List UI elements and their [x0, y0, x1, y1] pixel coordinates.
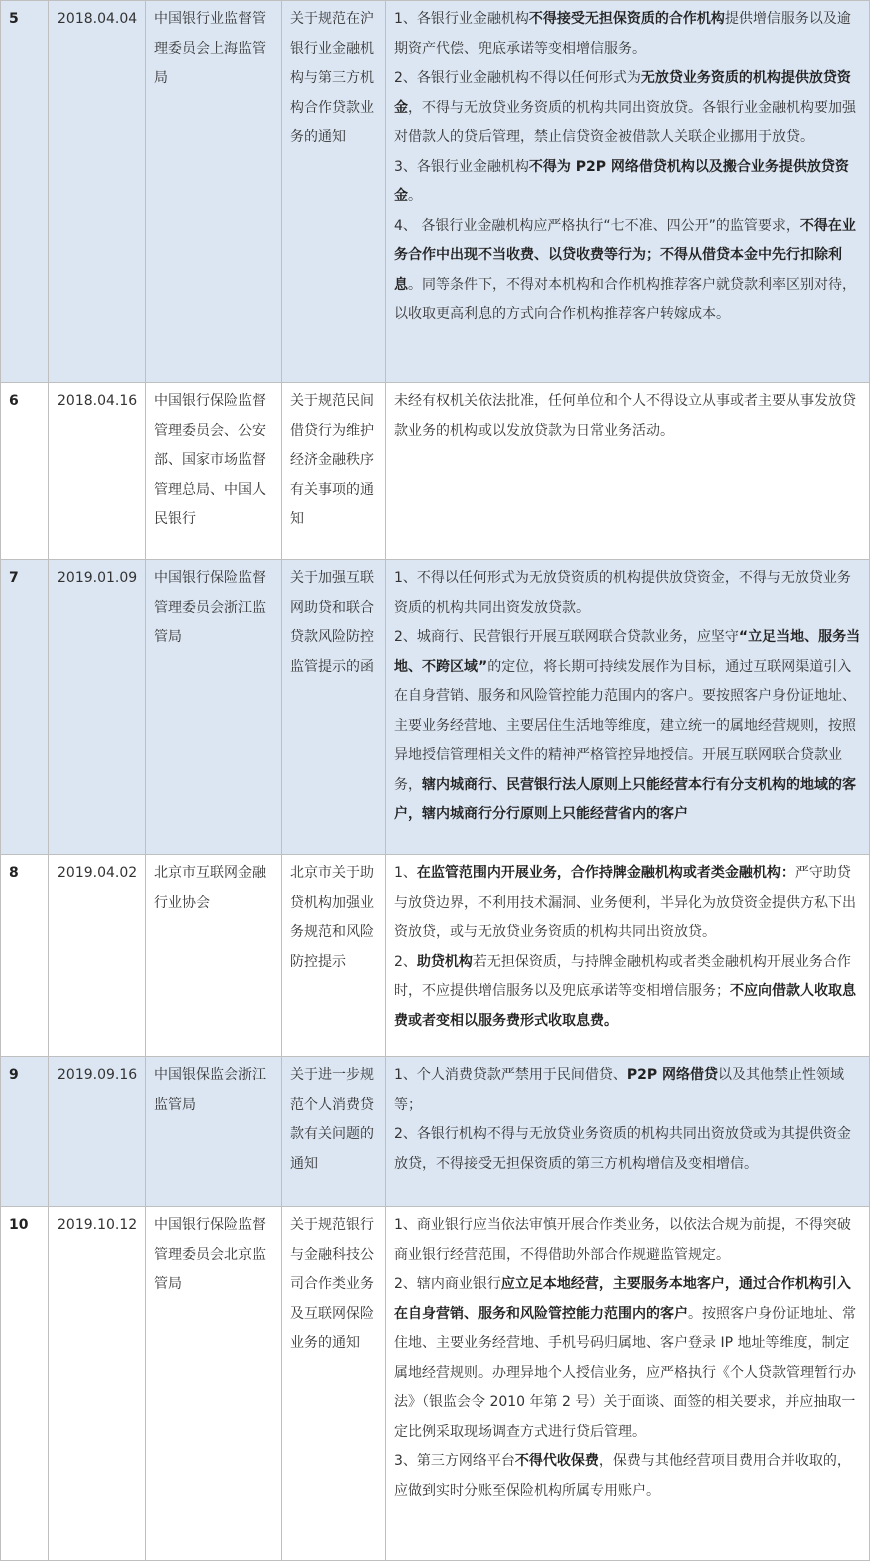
- regulation-content: [386, 560, 870, 855]
- content-paragraph: [394, 1061, 862, 1120]
- body-text: 若无担保资质，与持牌金融机构或者类金融机构开展业务合作时，不应提供增信服务以及兜底承诺等变相增信服务；: [394, 953, 851, 999]
- emphasis-text: 不得为 P2P 网络借贷机构以及搬合业务提供放贷资金: [394, 158, 849, 204]
- table-row: [1, 1207, 870, 1561]
- content-paragraph: [394, 1120, 862, 1179]
- body-text: 1、各银行业金融机构: [394, 11, 529, 27]
- emphasis-text: “立足当地、服务当地、不跨区域”: [394, 629, 861, 675]
- issue-date: 2019.10.12: [49, 1207, 146, 1561]
- body-text: 1、个人消费贷款严禁用于民间借贷、: [394, 1067, 627, 1083]
- row-number: 8: [1, 855, 49, 1057]
- body-text: 的定位，将长期可持续发展作为目标，通过互联网渠道引入在自身营销、服务和风险管控能力范围内的客户。要按照客户身份证地址、主要业务经营地、主要居住生活地等维度，建立统一的属地经营规则，按照异地授信管理相关文件的精神严格管控异地授信。开展互联网联合贷款业务，: [394, 658, 856, 793]
- body-text: 以及其他禁止性领域等；: [394, 1067, 845, 1113]
- regulation-content: [386, 383, 870, 560]
- body-text: 未经有权机关依法批准，任何单位和个人不得设立从事或者主要从事发放贷款业务的机构或以发放贷款为日常业务活动。: [394, 393, 856, 439]
- body-text: ，保费与其他经营项目费用合并收取的，应做到实时分账至保险机构所属专用账户。: [394, 1453, 851, 1499]
- emphasis-text: 不得接受无担保资质的合作机构: [528, 11, 725, 27]
- document-title: 关于规范民间借贷行为维护经济金融秩序有关事项的通知: [282, 383, 386, 560]
- issue-date: 2018.04.16: [49, 383, 146, 560]
- document-title: 关于进一步规范个人消费贷款有关问题的通知: [282, 1057, 386, 1207]
- table-row: [1, 855, 870, 1057]
- body-text: 提供增信服务以及逾期资产代偿、兜底承诺等变相增信服务。: [394, 11, 851, 57]
- body-text: 。: [408, 188, 422, 204]
- body-text: 。同等条件下，不得对本机构和合作机构推荐客户就贷款利率区别对待，以收取更高利息的方式向合作机构推荐客户转嫁成本。: [394, 276, 856, 322]
- row-number: 10: [1, 1207, 49, 1561]
- body-text: 1、商业银行应当依法审慎开展合作类业务，以依法合规为前提，不得突破商业银行经营范围，不得借助外部合作规避监管规定。: [394, 1217, 851, 1263]
- issue-date: 2019.09.16: [49, 1057, 146, 1207]
- issue-date: 2019.04.02: [49, 855, 146, 1057]
- body-text: 2、辖内商业银行: [394, 1276, 501, 1292]
- body-text: 2、: [394, 953, 417, 970]
- body-text: 1、: [394, 865, 417, 881]
- content-paragraph: [394, 1211, 862, 1270]
- content-paragraph: [394, 948, 862, 1037]
- table-row: [1, 1057, 870, 1207]
- body-text: 。按照客户身份证地址、常住地、主要业务经营地、手机号码归属地、客户登录 IP 地址等维度，制定属地经营规则。办理异地个人授信业务，应严格执行《个人贷款管理暂行办法》（银监会令 2010 年第 2 号）关于面谈、面签的相关要求，并应抽取一定比例采取现场调查方式进行贷后管理。: [394, 1305, 856, 1440]
- table-row: [1, 1, 870, 383]
- row-number: 6: [1, 383, 49, 560]
- content-paragraph: [394, 64, 862, 153]
- body-text: 1、不得以任何形式为无放贷资质的机构提供放贷资金，不得与无放贷业务资质的机构共同出资发放贷款。: [394, 570, 851, 616]
- content-paragraph: [394, 212, 862, 330]
- issuing-agency: 中国银行保险监督管理委员会、公安部、国家市场监督管理总局、中国人民银行: [146, 383, 282, 560]
- emphasis-text: 辖内城商行、民营银行法人原则上只能经营本行有分支机构的地域的客户，辖内城商行分行原则上只能经营省内的客户: [394, 776, 856, 822]
- emphasis-text: P2P 网络借贷: [626, 1067, 719, 1083]
- document-title: 关于加强互联网助贷和联合贷款风险防控监管提示的函: [282, 560, 386, 855]
- body-text: 严守助贷与放贷边界，不利用技术漏洞、业务便利，半异化为放贷资金提供方私下出资放贷，或与无放贷业务资质的机构共同出资放贷。: [394, 865, 856, 940]
- regulation-content: [386, 1207, 870, 1561]
- emphasis-text: 无放贷业务资质的机构提供放贷资金: [394, 70, 851, 116]
- body-text: 2、城商行、民营银行开展互联网联合贷款业务，应坚守: [394, 629, 739, 645]
- issue-date: 2019.01.09: [49, 560, 146, 855]
- emphasis-text: 不得在业务合作中出现不当收费、以贷收费等行为；不得从借贷本金中先行扣除利息: [394, 217, 856, 293]
- content-paragraph: [394, 623, 862, 830]
- emphasis-text: 在监管范围内开展业务，合作持牌金融机构或者类金融机构：: [416, 865, 795, 881]
- body-text: 2、各银行业金融机构不得以任何形式为: [394, 70, 641, 86]
- body-text: 4、 各银行业金融机构应严格执行“七不准、四公开”的监管要求，: [394, 217, 800, 234]
- row-number: 5: [1, 1, 49, 383]
- issuing-agency: 中国银行保险监督管理委员会北京监管局: [146, 1207, 282, 1561]
- issuing-agency: 中国银行保险监督管理委员会浙江监管局: [146, 560, 282, 855]
- emphasis-text: 不得代收保费: [514, 1453, 599, 1469]
- issue-date: 2018.04.04: [49, 1, 146, 383]
- document-title: 关于规范银行与金融科技公司合作类业务及互联网保险业务的通知: [282, 1207, 386, 1561]
- issuing-agency: 北京市互联网金融行业协会: [146, 855, 282, 1057]
- emphasis-text: 应立足本地经营，主要服务本地客户，通过合作机构引入在自身营销、服务和风险管控能力范围内的客户: [394, 1276, 851, 1322]
- content-paragraph: [394, 859, 862, 948]
- content-paragraph: [394, 387, 862, 446]
- regulation-content: [386, 855, 870, 1057]
- body-text: 3、各银行业金融机构: [394, 158, 529, 175]
- table-row: [1, 383, 870, 560]
- content-paragraph: [394, 5, 862, 64]
- row-number: 9: [1, 1057, 49, 1207]
- content-paragraph: [394, 1447, 862, 1506]
- emphasis-text: 助贷机构: [416, 953, 473, 970]
- content-paragraph: [394, 564, 862, 623]
- content-paragraph: [394, 153, 862, 212]
- body-text: 3、第三方网络平台: [394, 1453, 515, 1469]
- issuing-agency: 中国银保监会浙江监管局: [146, 1057, 282, 1207]
- row-number: 7: [1, 560, 49, 855]
- document-title: 关于规范在沪银行业金融机构与第三方机构合作贷款业务的通知: [282, 1, 386, 383]
- body-text: ，不得与无放贷业务资质的机构共同出资放贷。各银行业金融机构要加强对借款人的贷后管理，禁止信贷资金被借款人关联企业挪用于放贷。: [394, 99, 856, 145]
- content-paragraph: [394, 1270, 862, 1447]
- body-text: 2、各银行机构不得与无放贷业务资质的机构共同出资放贷或为其提供资金放贷，不得接受无担保资质的第三方机构增信及变相增信。: [394, 1126, 851, 1172]
- regulation-content: [386, 1, 870, 383]
- table-row: [1, 560, 870, 855]
- regulation-content: [386, 1057, 870, 1207]
- issuing-agency: 中国银行业监督管理委员会上海监管局: [146, 1, 282, 383]
- document-title: 北京市关于助贷机构加强业务规范和风险防控提示: [282, 855, 386, 1057]
- emphasis-text: 不应向借款人收取息费或者变相以服务费形式收取息费。: [394, 983, 856, 1029]
